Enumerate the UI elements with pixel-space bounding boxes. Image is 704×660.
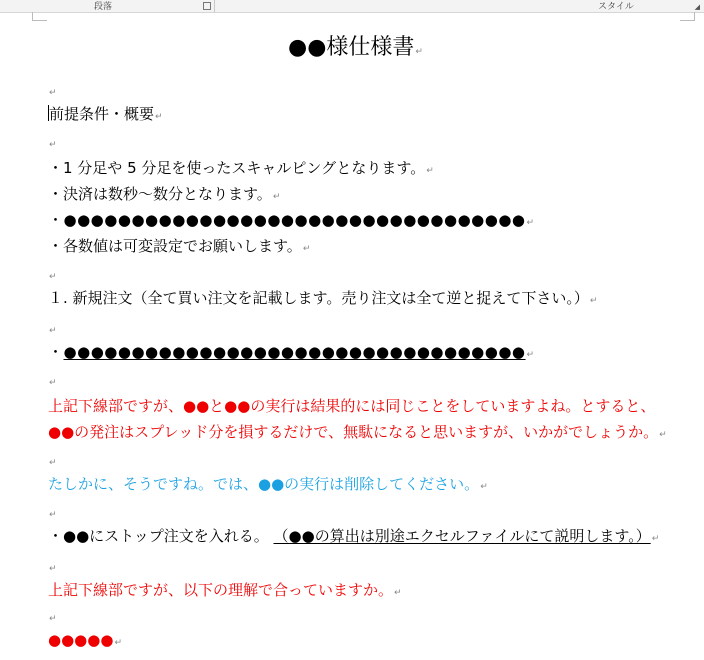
paragraph-mark-icon: ↵ [426,166,434,176]
paragraph-mark-icon: ↵ [49,88,57,98]
paragraph-mark-icon: ↵ [589,296,598,306]
paragraph-mark-icon: ↵ [155,112,163,122]
bullet-text: ・各数値は可変設定でお願いします。 [48,237,302,255]
stop-order-line [48,526,659,549]
empty-paragraph [48,556,57,579]
empty-paragraph [48,502,57,525]
red-dots-line [48,630,122,653]
paragraph-mark-icon: ↵ [394,588,402,598]
document-title-line [288,34,423,66]
stop-order-note: （●●の算出は別途エクセルファイルにて説明します。） [273,527,651,545]
paragraph-mark-icon: ↵ [49,326,57,336]
underlined-text: ●●●●●●●●●●●●●●●●●●●●●●●●●●●●●●●●●● [63,343,526,361]
bullet-prefix: ・ [48,343,64,361]
paragraph-mark-icon: ↵ [49,510,57,520]
section-1-text: １. 新規注文（全て買い注文を記載します。売り注文は全て逆と捉えて下さい。） [48,289,589,307]
empty-paragraph [48,370,57,393]
question-text: 上記下線部ですが、以下の理解で合っていますか。 [48,581,394,599]
question-line [48,422,667,445]
answer-line [48,474,488,497]
bullet-text: ・決済は数秒～数分となります。 [48,185,272,203]
bullet-text: ・1 分足や 5 分足を使ったスキャルピングとなります。 [48,159,426,177]
empty-paragraph [48,450,57,473]
stop-order-text: ・●●にストップ注文を入れる。 [48,527,269,545]
bullet-text: ・●●●●●●●●●●●●●●●●●●●●●●●●●●●●●●●●●● [48,211,526,229]
paragraph-mark-icon: ↵ [49,272,57,282]
paragraph-mark-icon: ↵ [415,47,423,57]
empty-paragraph [48,132,57,155]
paragraph-mark-icon: ↵ [49,458,57,468]
paragraph-mark-icon: ↵ [49,614,57,624]
paragraph-mark-icon: ↵ [526,218,535,228]
empty-paragraph [48,318,57,341]
paragraph-mark-icon: ↵ [480,482,488,492]
question-line [48,396,655,416]
empty-paragraph [48,606,57,629]
empty-paragraph [48,80,57,103]
paragraph-mark-icon: ↵ [651,534,660,544]
bullet-item [48,158,434,181]
section-line [48,288,597,311]
ribbon-group-style[interactable]: スタイル [598,2,634,12]
ribbon-group-paragraph[interactable]: 段落 [94,2,113,12]
question-line [48,580,402,603]
question-text: 上記下線部ですが、●●と●●の実行は結果的には同じことをしていますよね。とすると、 [48,397,656,415]
paragraph-mark-icon: ↵ [49,564,57,574]
paragraph-mark-icon: ↵ [272,192,281,202]
question-text: ●●の発注はスプレッド分を損するだけで、無駄になると思いますが、いかがでしょうか。 [48,423,659,441]
heading-line [48,104,163,127]
bullet-item [48,210,535,233]
red-dots-text: ●●●●● [48,631,114,649]
paragraph-mark-icon: ↵ [114,638,122,648]
bullet-item [48,236,310,259]
paragraph-mark-icon: ↵ [49,140,57,150]
section-heading: 前提条件・概要 [49,105,155,123]
empty-paragraph [48,264,57,287]
underlined-bullet [48,342,535,365]
bullet-item [48,184,280,207]
document-title: ●●様仕様書 [288,35,415,60]
dialog-launcher-icon[interactable]: ◢ [694,3,700,11]
answer-text: たしかに、そうですね。では、●●の実行は削除してください。 [48,475,480,493]
paragraph-mark-icon: ↵ [659,430,667,440]
paragraph-mark-icon: ↵ [302,244,311,254]
paragraph-mark-icon: ↵ [49,378,57,388]
paragraph-mark-icon: ↵ [526,350,535,360]
